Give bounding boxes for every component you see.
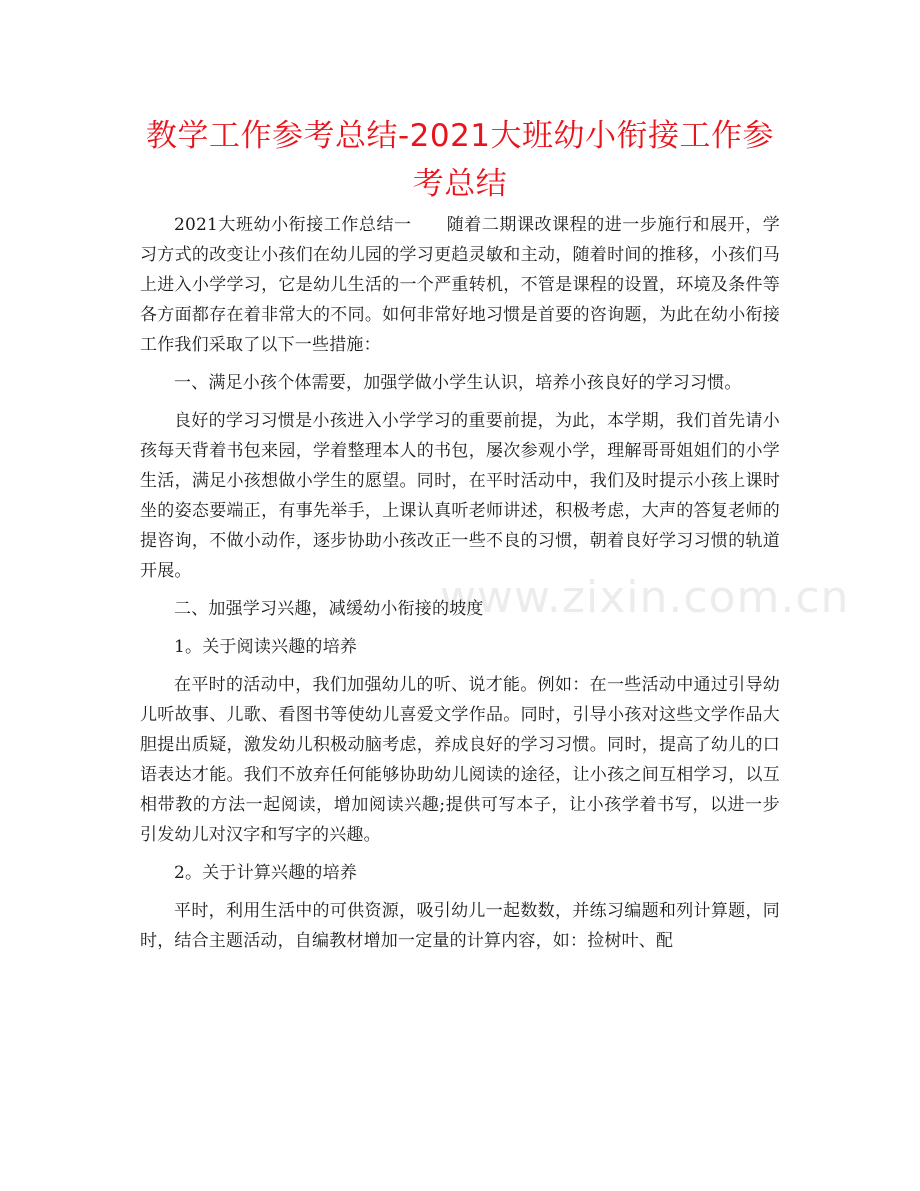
paragraph-intro: 2021大班幼小衔接工作总结一 随着二期课改课程的进一步施行和展开，学习方式的改变让小孩们在幼儿园的学习更趋灵敏和主动，随着时间的推移，小孩们马上进入小学学习，它是幼儿生活的一个严重转机，不管是课程的设置，环境及条件等各方面都存在着非常大的不同。如何非常好地习惯是首要的咨询题，为此在幼小衔接工作我们采取了以下一些措施： — [140, 215, 780, 355]
document-body — [140, 210, 780, 956]
paragraph-reading-heading: 1。关于阅读兴趣的培养 — [174, 637, 358, 657]
paragraph-reading-interest: 在平时的活动中，我们加强幼儿的听、说才能。例如：在一些活动中通过引导幼儿听故事、儿歌、看图书等使幼儿喜爱文学作品。同时，引导小孩对这些文学作品大胆提出质疑，激发幼儿积极动脑考虑，养成良好的学习习惯。同时，提高了幼儿的口语表达才能。我们不放弃任何能够协助幼儿阅读的途径，让小孩之间互相学习，以互相带教的方法一起阅读，增加阅读兴趣;提供可写本子，让小孩学着书写，以进一步引发幼儿对汉字和写字的兴趣。 — [140, 675, 780, 845]
paragraph-section-2-heading: 二、加强学习兴趣，减缓幼小衔接的坡度 — [174, 599, 484, 619]
watermark-text: www.zixin.com.cn — [440, 572, 850, 623]
paragraph-math-interest: 平时，利用生活中的可供资源，吸引幼儿一起数数，并练习编题和列计算题，同时，结合主题活动，自编教材增加一定量的计算内容，如：捡树叶、配 — [140, 901, 780, 951]
paragraph-math-heading: 2。关于计算兴趣的培养 — [174, 863, 358, 883]
paragraph-section-1-heading: 一、满足小孩个体需要，加强学做小学生认识，培养小孩良好的学习习惯。 — [174, 373, 742, 393]
paragraph-study-habits: 良好的学习习惯是小孩进入小学学习的重要前提，为此，本学期，我们首先请小孩每天背着书包来园，学着整理本人的书包，屡次参观小学，理解哥哥姐姐们的小学生活，满足小孩想做小学生的愿望。同时，在平时活动中，我们及时提示小孩上课时坐的姿态要端正，有事先举手，上课认真听老师讲述，积极考虑，大声的答复老师的提咨询，不做小动作，逐步协助小孩改正一些不良的习惯，朝着良好学习习惯的轨道开展。 — [140, 411, 780, 581]
document-title: 教学工作参考总结-2021大班幼小衔接工作参考总结 — [145, 118, 775, 202]
